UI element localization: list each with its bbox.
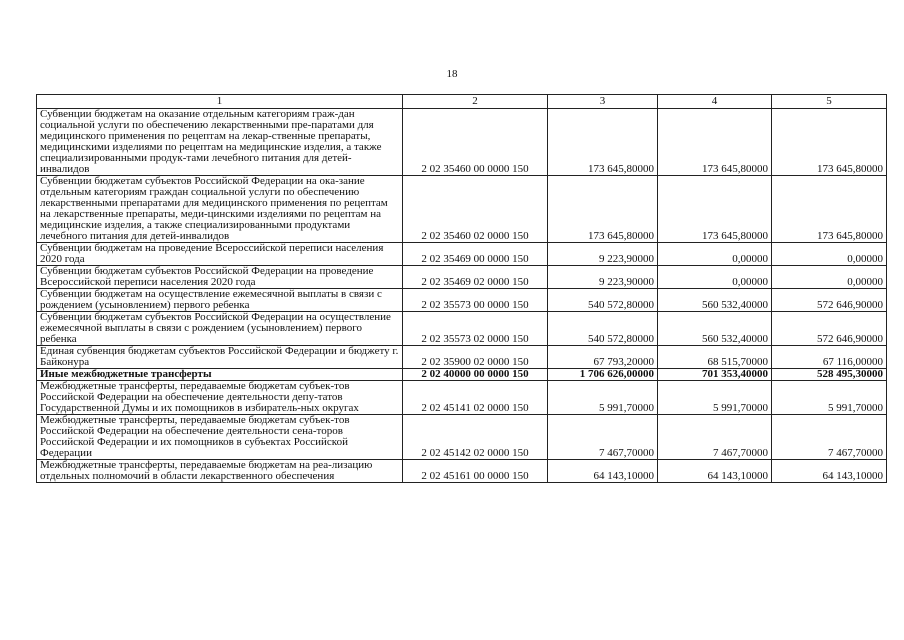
- row-budget-code: 2 02 40000 00 0000 150: [403, 369, 548, 381]
- column-number-2: 2: [403, 95, 548, 109]
- row-budget-code: 2 02 35460 00 0000 150: [403, 109, 548, 176]
- row-value-column-5: 67 116,00000: [772, 346, 887, 369]
- row-value-column-3: 173 645,80000: [548, 109, 658, 176]
- row-value-column-5: 0,00000: [772, 243, 887, 266]
- row-value-column-4: 0,00000: [658, 266, 772, 289]
- row-description: Субвенции бюджетам на осуществление ежемесячной выплаты в связи с рождением (усыновлением) первого ребенка: [37, 289, 403, 312]
- row-value-column-4: 0,00000: [658, 243, 772, 266]
- row-description: Межбюджетные трансферты, передаваемые бюджетам субъек-тов Российской Федерации на обеспечение деятельности сена-торов Российской Федерации и их помощников в субъектах Российской Федерации: [37, 415, 403, 460]
- row-value-column-4: 7 467,70000: [658, 415, 772, 460]
- row-description: Субвенции бюджетам субъектов Российской Федерации на проведение Всероссийской переписи населения 2020 года: [37, 266, 403, 289]
- row-value-column-5: 5 991,70000: [772, 381, 887, 415]
- table-row: [37, 109, 887, 176]
- row-value-column-3: 67 793,20000: [548, 346, 658, 369]
- column-number-3: 3: [548, 95, 658, 109]
- row-value-column-4: 173 645,80000: [658, 109, 772, 176]
- row-budget-code: 2 02 35469 00 0000 150: [403, 243, 548, 266]
- row-description: Иные межбюджетные трансферты: [37, 369, 403, 381]
- table-row: [37, 460, 887, 483]
- column-number-5: 5: [772, 95, 887, 109]
- column-number-1: 1: [37, 95, 403, 109]
- row-budget-code: 2 02 35469 02 0000 150: [403, 266, 548, 289]
- row-budget-code: 2 02 45142 02 0000 150: [403, 415, 548, 460]
- table-row: [37, 415, 887, 460]
- row-description: Межбюджетные трансферты, передаваемые бюджетам на реа-лизацию отдельных полномочий в области лекарственного обеспечения: [37, 460, 403, 483]
- row-value-column-3: 540 572,80000: [548, 289, 658, 312]
- row-budget-code: 2 02 35573 02 0000 150: [403, 312, 548, 346]
- row-budget-code: 2 02 35573 00 0000 150: [403, 289, 548, 312]
- row-value-column-4: 64 143,10000: [658, 460, 772, 483]
- row-description: Межбюджетные трансферты, передаваемые бюджетам субъек-тов Российской Федерации на обеспечение деятельности депу-татов Государственной Думы и их помощников в избиратель-ных округах: [37, 381, 403, 415]
- row-budget-code: 2 02 35460 02 0000 150: [403, 176, 548, 243]
- row-value-column-5: 173 645,80000: [772, 176, 887, 243]
- table-row: [37, 176, 887, 243]
- row-value-column-3: 9 223,90000: [548, 243, 658, 266]
- row-value-column-3: 173 645,80000: [548, 176, 658, 243]
- table-row: [37, 266, 887, 289]
- row-value-column-4: 173 645,80000: [658, 176, 772, 243]
- row-description: Субвенции бюджетам на оказание отдельным категориям граж-дан социальной услуги по обеспечению лекарственными пре-паратами для медицинского применения по рецептам на лекар-ственные препараты, медицинскими изделиями по рецептам на медицинские изделия, а также специализированными продук-тами лечебного питания для детей-инвалидов: [37, 109, 403, 176]
- row-value-column-4: 560 532,40000: [658, 312, 772, 346]
- row-description: Единая субвенция бюджетам субъектов Российской Федерации и бюджету г. Байконура: [37, 346, 403, 369]
- row-value-column-5: 572 646,90000: [772, 289, 887, 312]
- row-value-column-3: 9 223,90000: [548, 266, 658, 289]
- row-description: Субвенции бюджетам субъектов Российской Федерации на осуществление ежемесячной выплаты в связи с рождением (усыновлением) первого ребенка: [37, 312, 403, 346]
- row-value-column-3: 64 143,10000: [548, 460, 658, 483]
- row-value-column-3: 7 467,70000: [548, 415, 658, 460]
- row-value-column-4: 68 515,70000: [658, 346, 772, 369]
- row-value-column-5: 572 646,90000: [772, 312, 887, 346]
- row-value-column-5: 0,00000: [772, 266, 887, 289]
- row-value-column-3: 540 572,80000: [548, 312, 658, 346]
- row-value-column-5: 528 495,30000: [772, 369, 887, 381]
- table-row: [37, 381, 887, 415]
- budget-table: [36, 94, 887, 483]
- row-value-column-4: 5 991,70000: [658, 381, 772, 415]
- row-value-column-5: 7 467,70000: [772, 415, 887, 460]
- table-row: [37, 312, 887, 346]
- row-description: Субвенции бюджетам на проведение Всероссийской переписи населения 2020 года: [37, 243, 403, 266]
- row-budget-code: 2 02 45161 00 0000 150: [403, 460, 548, 483]
- table-row: [37, 346, 887, 369]
- page-number: 18: [446, 68, 458, 80]
- row-value-column-4: 560 532,40000: [658, 289, 772, 312]
- column-number-row: [37, 95, 887, 109]
- table-row: [37, 369, 887, 381]
- table-row: [37, 289, 887, 312]
- row-value-column-3: 5 991,70000: [548, 381, 658, 415]
- row-value-column-5: 173 645,80000: [772, 109, 887, 176]
- row-value-column-3: 1 706 626,00000: [548, 369, 658, 381]
- row-budget-code: 2 02 45141 02 0000 150: [403, 381, 548, 415]
- row-value-column-4: 701 353,40000: [658, 369, 772, 381]
- row-value-column-5: 64 143,10000: [772, 460, 887, 483]
- table-row: [37, 243, 887, 266]
- row-description: Субвенции бюджетам субъектов Российской Федерации на ока-зание отдельным категориям граждан социальной услуги по обеспечению лекарственными препаратами для медицинского применения по рецептам на лекарственные препараты, меди-цинскими изделиями по рецептам на медицинские изделия, а также специализированными продуктами лечебного питания для детей-инвалидов: [37, 176, 403, 243]
- column-number-4: 4: [658, 95, 772, 109]
- row-budget-code: 2 02 35900 02 0000 150: [403, 346, 548, 369]
